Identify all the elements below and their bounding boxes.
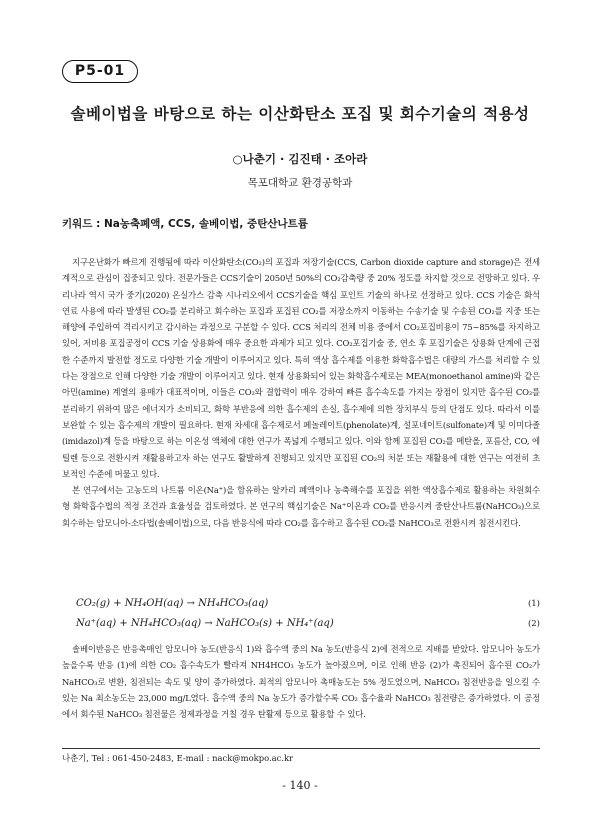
footnote: 나춘기, Tel : 061-450-2483, E-mail : nack@mokpo.ac.kr [62,753,294,763]
equation-2-text: Na⁺(aq) + NH₄HCO₃(aq) → NaHCO₃(s) + NH₄⁺(aq) [76,618,334,629]
paragraph-3: 솔베이반응은 반응촉매인 암모니아 농도(반응식 1)와 흡수액 중의 Na 농도(반응식 2)에 전적으로 지배를 받았다. 암모니아 농도가 높을수록 반응 (1)에 의한 CO₂ 흡수속도가 빨라져 NH4HCO₃ 농도가 높아졌으며, 이로 인해 반응 (2)가 촉진되어 흡수된 CO₂가 NaHCO₃로 변환, 침전되는 속도 및 양이 증가하였다. 최적의 암모니아 촉매농도는 5% 정도였으며, NaHCO₃ 침전반응을 일으킬 수 있는 Na 최소농도는 23,000 mg/L였다. 흡수액 중의 Na 농도가 증가할수록 CO₂ 흡수율과 NaHCO₃ 침전량은 증가하였다. 이 공정에서 회수된 NaHCO₃ 침전물은 정제과정을 거칠 경우 탄활제 등으로 활용할 수 있다. [62,644,540,720]
keywords: 키워드 : Na농축폐액, CCS, 솔베이법, 중탄산나트륨 [62,218,308,230]
equation-1-number: (1) [527,599,540,609]
footnote-divider [62,748,540,749]
authors: ○나춘기 · 김진태 · 조아라 [232,152,368,166]
body-text-upper [62,254,540,531]
paragraph-2: 본 연구에서는 고농도의 나트륨 이온(Na⁺)을 함유하는 알카리 폐액이나 농축해수를 포집을 위한 액상흡수제로 활용하는 차원회수형 화학흡수법의 적정 조건과 효율성을 검토하였다. 본 연구의 핵심기술은 Na⁺이온과 CO₂를 반응시켜 중탄산나트륨(NaHCO₃)으로 회수하는 암모니아-소다법(솔베이법)으로, 다음 반응식에 따라 CO₂를 흡수하고 흡수된 CO₂를 NaHCO₃로 전환시켜 침전시킨다. [62,485,540,528]
paragraph-1: 지구온난화가 빠르게 진행됨에 따라 이산화탄소(CO₂)의 포집과 저장기술(CCS, Carbon dioxide capture and storage)은 전세계적으로 관심이 집중되고 있다. 전문가들은 CCS기술이 2050년 50%의 CO₂감축량 중 20% 정도를 차지할 것으로 전망하고 있다. 우리나라 역시 국가 중기(2020) 온실가스 감축 시나리오에서 CCS기술을 핵심 포인트 기술의 하나로 선정하고 있다. CCS 기술은 화석연료 사용에 따라 발생된 CO₂를 분리하고 회수하는 포집과 포집된 CO₂를 저장소까지 이동하는 수송기술 및 수송된 CO₂를 지중 또는 해양에 주입하여 격리시키고 감시하는 과정으로 구분할 수 있다. CCS 처리의 전체 비용 중에서 CO₂포집비용이 75~85%를 차지하고 있어, 저비용 포집공정이 CCS 기술 상용화에 매우 중요한 과제가 되고 있다. CO₂포집기술 중, 연소 후 포집기술은 상용화 단계에 근접한 수준까지 발전할 정도로 다양한 기술 개발이 이루어지고 있다. 특히 액상 흡수제를 이용한 화학흡수법은 대량의 가스를 처리할 수 있다는 장점으로 인해 다양한 기술 개발이 이루어지고 있다. 현재 상용화되어 있는 화학흡수제로는 MEA(monoethanol amine)와 같은 아민(amine) 계열의 용매가 대표적이며, 이들은 CO₂와 결합력이 매우 강하여 빠른 흡수속도를 가지는 장점이 있지만 흡수된 CO₂를 분리하기 위하여 많은 에너지가 소비되고, 화학 부반응에 의한 흡수제의 손실, 흡수제에 의한 장치부식 등의 단점도 있다. 따라서 이를 보완할 수 있는 흡수제의 개발이 필요하다. 현재 차세대 흡수제로서 페놀레이트(phenolate)계, 설포네이트(sulfonate)계 및 이미다졸(imidazol)계 등을 바탕으로 하는 이온성 액체에 대한 연구가 폭넓게 수행되고 있다. 이와 함께 포집된 CO₂를 메탄올, 포름산, CO, 에틸렌 등으로 전환시켜 재활용하고자 하는 연구도 활발하게 진행되고 있지만 포집된 CO₂의 처분 또는 재활용에 대한 연구는 여전히 초보적인 수준에 머물고 있다. [62,257,540,479]
equation-1 [76,596,540,612]
equation-1-text: CO₂(g) + NH₄OH(aq) → NH₄HCO₃(aq) [76,598,269,609]
session-badge: P5-01 [62,60,138,83]
equation-2 [76,616,540,632]
affiliation: 목포대학교 환경공학과 [247,177,353,189]
paper-title: 솔베이법을 바탕으로 하는 이산화탄소 포집 및 회수기술의 적용성 [70,105,530,123]
page-number: - 140 - [282,779,318,792]
equation-2-number: (2) [527,619,540,629]
